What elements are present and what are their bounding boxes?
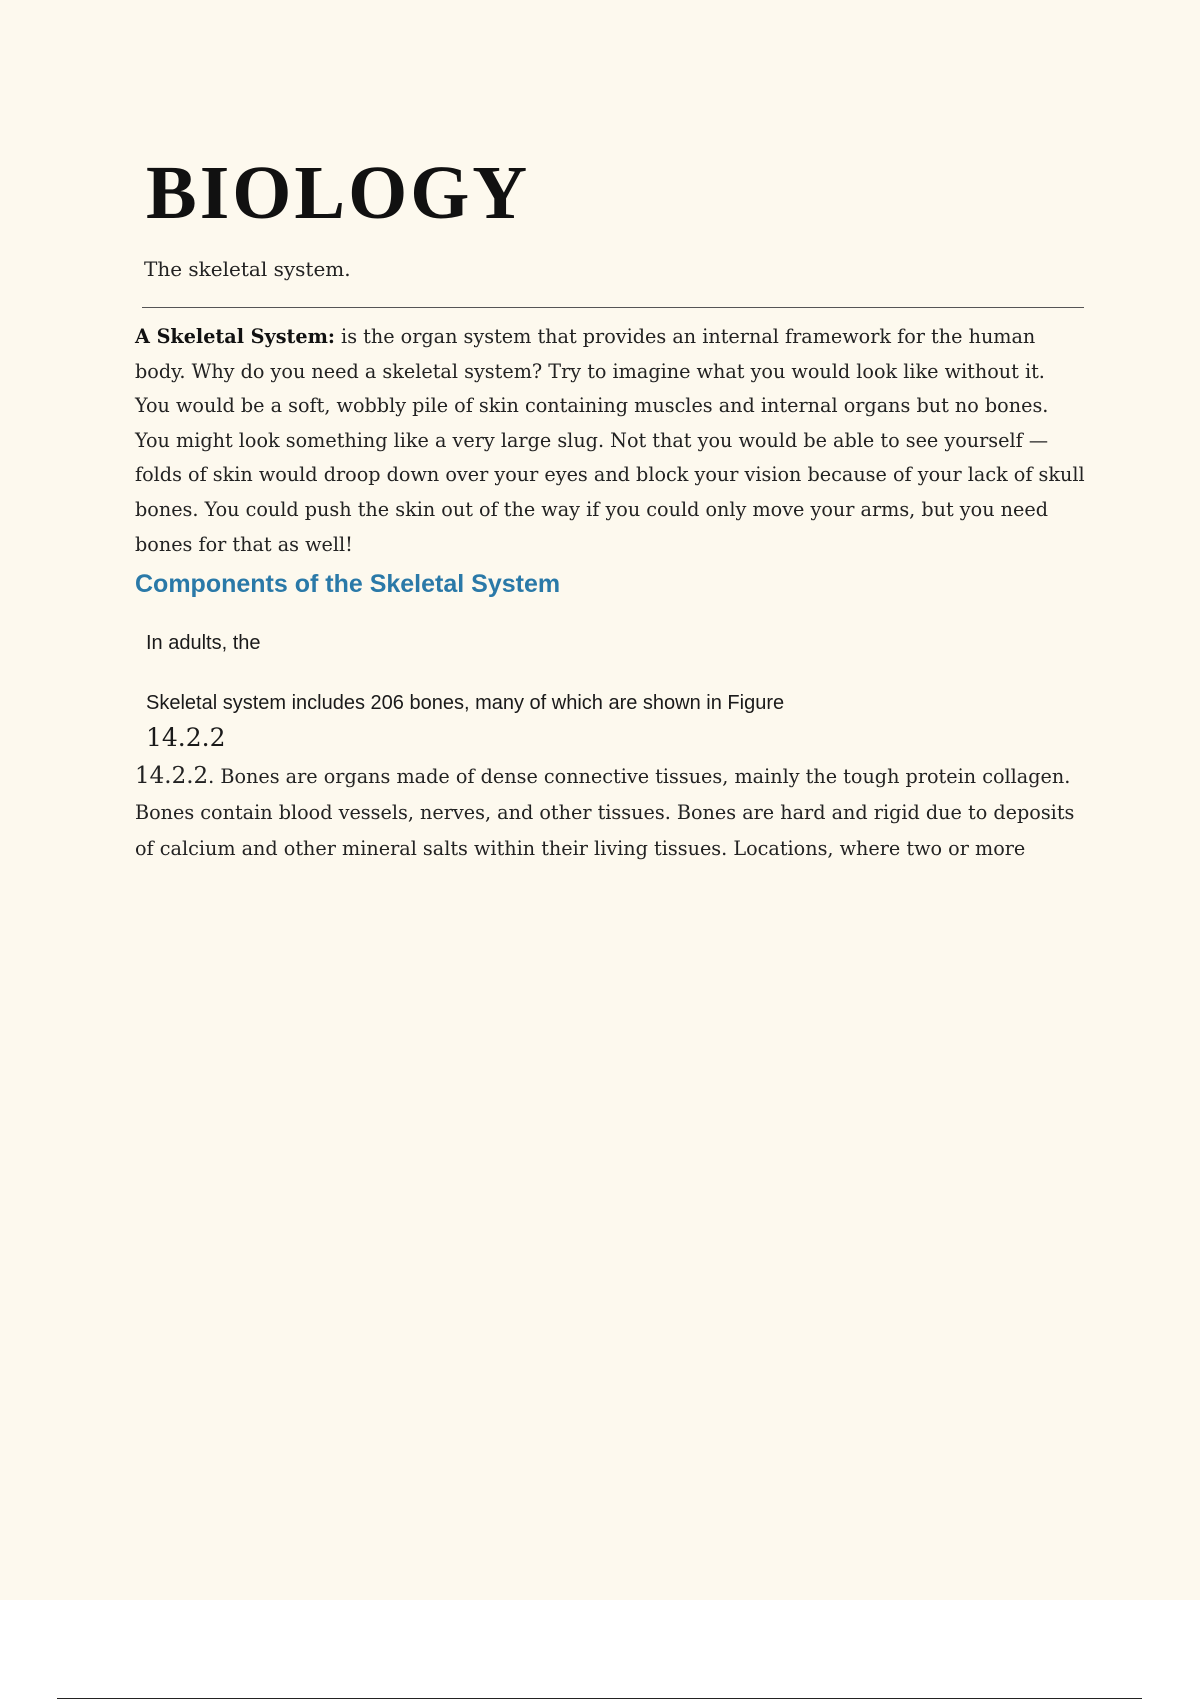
page-title: BIOLOGY [146,151,531,235]
figure-reference: 14.2.2 [146,723,226,752]
bones-paragraph [135,758,1090,867]
page-subtitle: The skeletal system. [144,257,351,281]
intro-paragraph [135,320,1085,562]
section-heading: Components of the Skeletal System [135,570,561,598]
title-divider [142,307,1084,308]
intro-text: is the organ system that provides an internal framework for the human body. Why do you need a skeletal system? Try to imagine what you would look like without it. You would be a soft, wobbly pile of skin containing muscles and internal organs but no bones. You might look something like a very large slug. Not that you would be able to see yourself — folds of skin would droop down over your eyes and block your vision because of your lack of skull bones. You could push the skin out of the way if you could only move your arms, but you need bones for that as well! [135,325,1085,556]
section-line-adults: In adults, the [146,632,261,654]
paragraph-figure-lead: 14.2.2 [135,763,209,789]
paragraph-text: . Bones are organs made of dense connective tissues, mainly the tough protein collagen. Bones contain blood vessels, nerves, and other tissues. Bones are hard and rigid due to deposits of calcium and other mineral salts within their living tissues. Locations, where two or more [135,765,1075,860]
footer-divider [57,1698,1142,1699]
section-line-bones-count: Skeletal system includes 206 bones, many of which are shown in Figure [146,692,785,714]
intro-term: A Skeletal System: [135,325,335,348]
